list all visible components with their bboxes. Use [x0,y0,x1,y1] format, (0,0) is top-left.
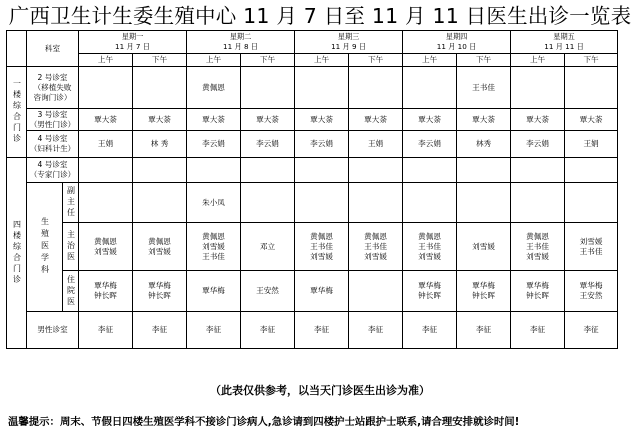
floor1-label-text: 一楼综合门诊 [12,79,22,145]
doctor-cell [187,271,241,312]
doctor-cell [295,67,349,109]
pm-label: 下午 [259,55,276,64]
am-label: 上午 [313,55,330,64]
doctor-cell [79,67,133,109]
doctor-name: 钟长晖 [472,291,495,300]
doctor-cell [349,158,403,183]
room-name: 2 号诊室 [37,72,68,82]
doctor-name: 刘雪媛 [310,251,333,261]
room-cell [27,67,79,109]
day-header [403,31,511,54]
doctor-name: 李征 [367,325,384,334]
pm-header [241,54,295,67]
doctor-name: 王娟 [97,139,114,148]
room-cell [27,109,79,131]
doctor-cell [403,158,457,183]
doctor-cell [349,271,403,312]
doctor-name: 覃大荼 [579,114,603,124]
doctor-name: 覃大荼 [202,114,225,124]
doctor-cell [133,223,187,271]
day-header [295,31,403,54]
doctor-name: 朱小凤 [202,197,225,207]
doctor-cell [133,158,187,183]
doctor-cell [187,109,241,131]
room-cell [27,131,79,158]
room-cell [27,158,79,183]
pm-header [457,54,511,67]
doctor-cell [511,271,565,312]
doctor-cell [79,312,133,349]
doctor-cell [295,131,349,158]
doctor-name: 李征 [583,325,599,334]
doctor-cell [403,271,457,312]
doctor-name: 黄佩恩 [418,231,441,241]
warm-tip: 温馨提示：周末、节假日四楼生殖医学科不接诊门诊病人,急诊请到四楼护士站跟护士联系,请合理安排就诊时间! [8,416,520,428]
weekday-label: 星期三 [337,32,360,41]
doctor-cell [241,223,295,271]
doctor-cell [295,109,349,131]
doctor-cell [403,109,457,131]
room-desc: （妇科计生） [29,144,76,153]
doctor-cell [187,183,241,223]
doctor-name: 李征 [475,325,492,334]
doctor-cell [565,67,618,109]
doctor-cell [457,312,511,349]
room-cell [27,312,79,349]
doctor-cell [295,271,349,312]
doctor-cell [187,223,241,271]
doctor-cell [511,183,565,223]
doctor-name: 李征 [313,325,330,334]
am-label: 上午 [205,55,222,64]
doctor-cell [511,312,565,349]
doctor-cell [349,223,403,271]
date-label: 11 月 8 日 [223,42,258,51]
doctor-cell [511,67,565,109]
doctor-cell [241,271,295,312]
doctor-name: 覃华梅 [202,286,225,295]
doctor-cell [457,271,511,312]
doctor-cell [403,312,457,349]
doctor-name: 刘雪媛 [579,236,603,246]
date-label: 11 月 7 日 [115,42,150,51]
doctor-cell [79,223,133,271]
doctor-cell [241,312,295,349]
doctor-cell [457,67,511,109]
schedule-table [6,30,618,349]
rank-label: 副主任 [66,186,76,219]
doctor-cell [187,312,241,349]
pm-label: 下午 [151,55,168,64]
doctor-name: 覃华梅 [148,281,171,290]
doctor-name: 刘雪媛 [364,251,387,261]
doctor-cell [349,67,403,109]
doctor-cell [565,158,618,183]
doctor-name: 黄佩恩 [364,231,387,241]
date-label: 11 月 9 日 [331,42,367,51]
doctor-cell [295,183,349,223]
doctor-name: 钟长晖 [148,291,171,300]
doctor-name: 覃华梅 [94,281,117,290]
room-name: 4 号诊室 [37,160,68,169]
doctor-name: 王书佳 [364,241,387,251]
doctor-cell [241,67,295,109]
doctor-name: 覃大荼 [310,114,333,124]
doctor-cell [403,183,457,223]
doctor-cell [457,158,511,183]
doctor-cell [295,312,349,349]
doctor-cell [403,223,457,271]
weekday-label: 星期五 [553,32,575,41]
doctor-name: 黄佩恩 [94,236,117,246]
doctor-name: 覃华梅 [526,281,549,290]
doctor-name: 刘雪媛 [148,246,171,256]
am-header [187,54,241,67]
am-header [79,54,133,67]
doctor-name: 刘雪媛 [418,251,441,261]
doctor-name: 覃大荼 [526,114,549,124]
doctor-cell [79,131,133,158]
rank-cell [63,271,79,312]
doctor-cell [79,158,133,183]
doctor-cell [565,223,618,271]
corner-cell [7,31,27,67]
doctor-cell [349,131,403,158]
pm-header [133,54,187,67]
doctor-cell [349,312,403,349]
doctor-cell [241,158,295,183]
doctor-name: 黄佩恩 [148,236,171,246]
dept-name: 生殖医学科 [40,217,50,277]
doctor-name: 李征 [529,325,546,334]
doctor-name: 邓立 [259,241,276,251]
doctor-cell [187,131,241,158]
doctor-cell [457,183,511,223]
doctor-cell [133,312,187,349]
doctor-cell [133,109,187,131]
doctor-cell [565,109,618,131]
day-header [187,31,295,54]
dept-cell [27,183,63,312]
doctor-name: 王娟 [367,139,384,148]
am-label: 上午 [529,55,546,64]
doctor-cell [511,131,565,158]
doctor-name: 李征 [151,325,168,334]
doctor-name: 覃华梅 [418,281,441,290]
doctor-name: 覃大荼 [418,114,441,124]
doctor-name: 王书佳 [579,246,603,256]
doctor-name: 黄佩恩 [526,231,549,241]
doctor-cell [241,131,295,158]
weekday-label: 星期一 [121,32,144,41]
doctor-name: 李云娟 [202,139,225,148]
doctor-name: 王书佳 [202,251,225,261]
doctor-cell [79,271,133,312]
doctor-name: 王书佳 [526,241,549,251]
room-desc: （男性门诊） [29,119,76,129]
doctor-name: 刘雪媛 [202,241,225,251]
am-header [511,54,565,67]
doctor-cell [511,109,565,131]
doctor-name: 覃大荼 [256,114,279,124]
doctor-name: 王娟 [583,139,599,148]
doctor-name: 李征 [205,325,222,334]
doctor-cell [403,131,457,158]
doctor-cell [241,109,295,131]
room-desc: （专家门诊） [29,170,76,179]
doctor-cell [349,183,403,223]
doctor-cell [565,131,618,158]
doctor-name: 黄佩恩 [310,231,333,241]
am-label: 上午 [97,55,114,64]
doctor-name: 王书佳 [472,82,495,92]
page-title: 广西卫生计生委生殖中心 11 月 7 日至 11 月 11 日医生出诊一览表 [8,4,632,28]
floor1-label [7,67,27,158]
am-header [295,54,349,67]
doctor-cell [565,271,618,312]
doctor-name: 李云娟 [310,139,333,148]
doctor-name: 刘雪媛 [472,241,495,251]
doctor-name: 钟长晖 [418,291,441,300]
doctor-name: 王书佳 [418,241,441,251]
doctor-name: 李征 [421,325,438,334]
doctor-name: 林秀 [475,139,492,148]
doctor-name: 黄佩恩 [202,82,225,92]
doctor-name: 王安然 [579,291,603,300]
doctor-name: 覃大荼 [94,114,117,124]
doctor-cell [79,183,133,223]
room-desc: 咨询门诊） [33,92,72,102]
doctor-cell [457,223,511,271]
doctor-name: 王安然 [256,286,279,295]
doctor-cell [187,67,241,109]
room-name: 3 号诊室 [37,109,68,119]
date-label: 11 月 11 日 [544,42,584,51]
doctor-name: 覃大荼 [364,114,387,124]
doctor-cell [79,109,133,131]
weekday-label: 星期四 [445,32,468,41]
doctor-name: 刘雪媛 [94,246,117,256]
doctor-name: 钟长晖 [94,291,117,300]
doctor-name: 李征 [259,325,276,334]
doctor-cell [349,109,403,131]
rank-cell [63,183,79,223]
doctor-cell [565,183,618,223]
doctor-cell [241,183,295,223]
doctor-cell [457,109,511,131]
am-header [403,54,457,67]
room-name: 4 号诊室 [37,134,68,143]
doctor-cell [133,67,187,109]
doctor-name: 林 秀 [150,139,169,148]
room-name: 男性诊室 [37,325,68,334]
room-desc: （移植失败 [33,82,72,92]
doctor-cell [133,183,187,223]
doctor-cell [403,67,457,109]
pm-label: 下午 [475,55,492,64]
pm-header [565,54,618,67]
doctor-cell [511,223,565,271]
doctor-name: 覃华梅 [579,281,603,290]
doctor-name: 李云娟 [256,139,279,148]
doctor-name: 覃华梅 [472,281,495,290]
rank-label: 主治医 [66,230,76,263]
rank-cell [63,223,79,271]
dept-header-label: 科室 [44,43,61,53]
rank-label: 住院医 [66,274,76,308]
weekday-label: 星期二 [229,32,252,41]
doctor-cell [565,312,618,349]
doctor-name: 李云娟 [526,139,549,148]
doctor-name: 王书佳 [310,241,333,251]
am-label: 上午 [421,55,438,64]
doctor-name: 钟长晖 [526,291,549,300]
doctor-cell [295,223,349,271]
day-header [79,31,187,54]
dept-header [27,31,79,67]
doctor-name: 覃大荼 [148,114,171,124]
pm-label: 下午 [583,55,599,64]
pm-header [349,54,403,67]
doctor-cell [511,158,565,183]
doctor-cell [187,158,241,183]
floor4-label-text: 四楼综合门诊 [12,220,22,286]
doctor-name: 黄佩恩 [202,231,225,241]
day-header [511,31,618,54]
date-label: 11 月 10 日 [436,42,477,51]
doctor-name: 李征 [97,325,114,334]
doctor-name: 李云娟 [418,139,441,148]
pm-label: 下午 [367,55,384,64]
doctor-cell [457,131,511,158]
doctor-name: 刘雪媛 [526,251,549,261]
doctor-cell [133,131,187,158]
doctor-cell [133,271,187,312]
doctor-cell [295,158,349,183]
floor4-label [7,158,27,349]
disclaimer-note: （此表仅供参考，以当天门诊医生出诊为准） [210,384,430,397]
doctor-name: 覃大荼 [472,114,495,124]
doctor-name: 覃华梅 [310,286,333,295]
